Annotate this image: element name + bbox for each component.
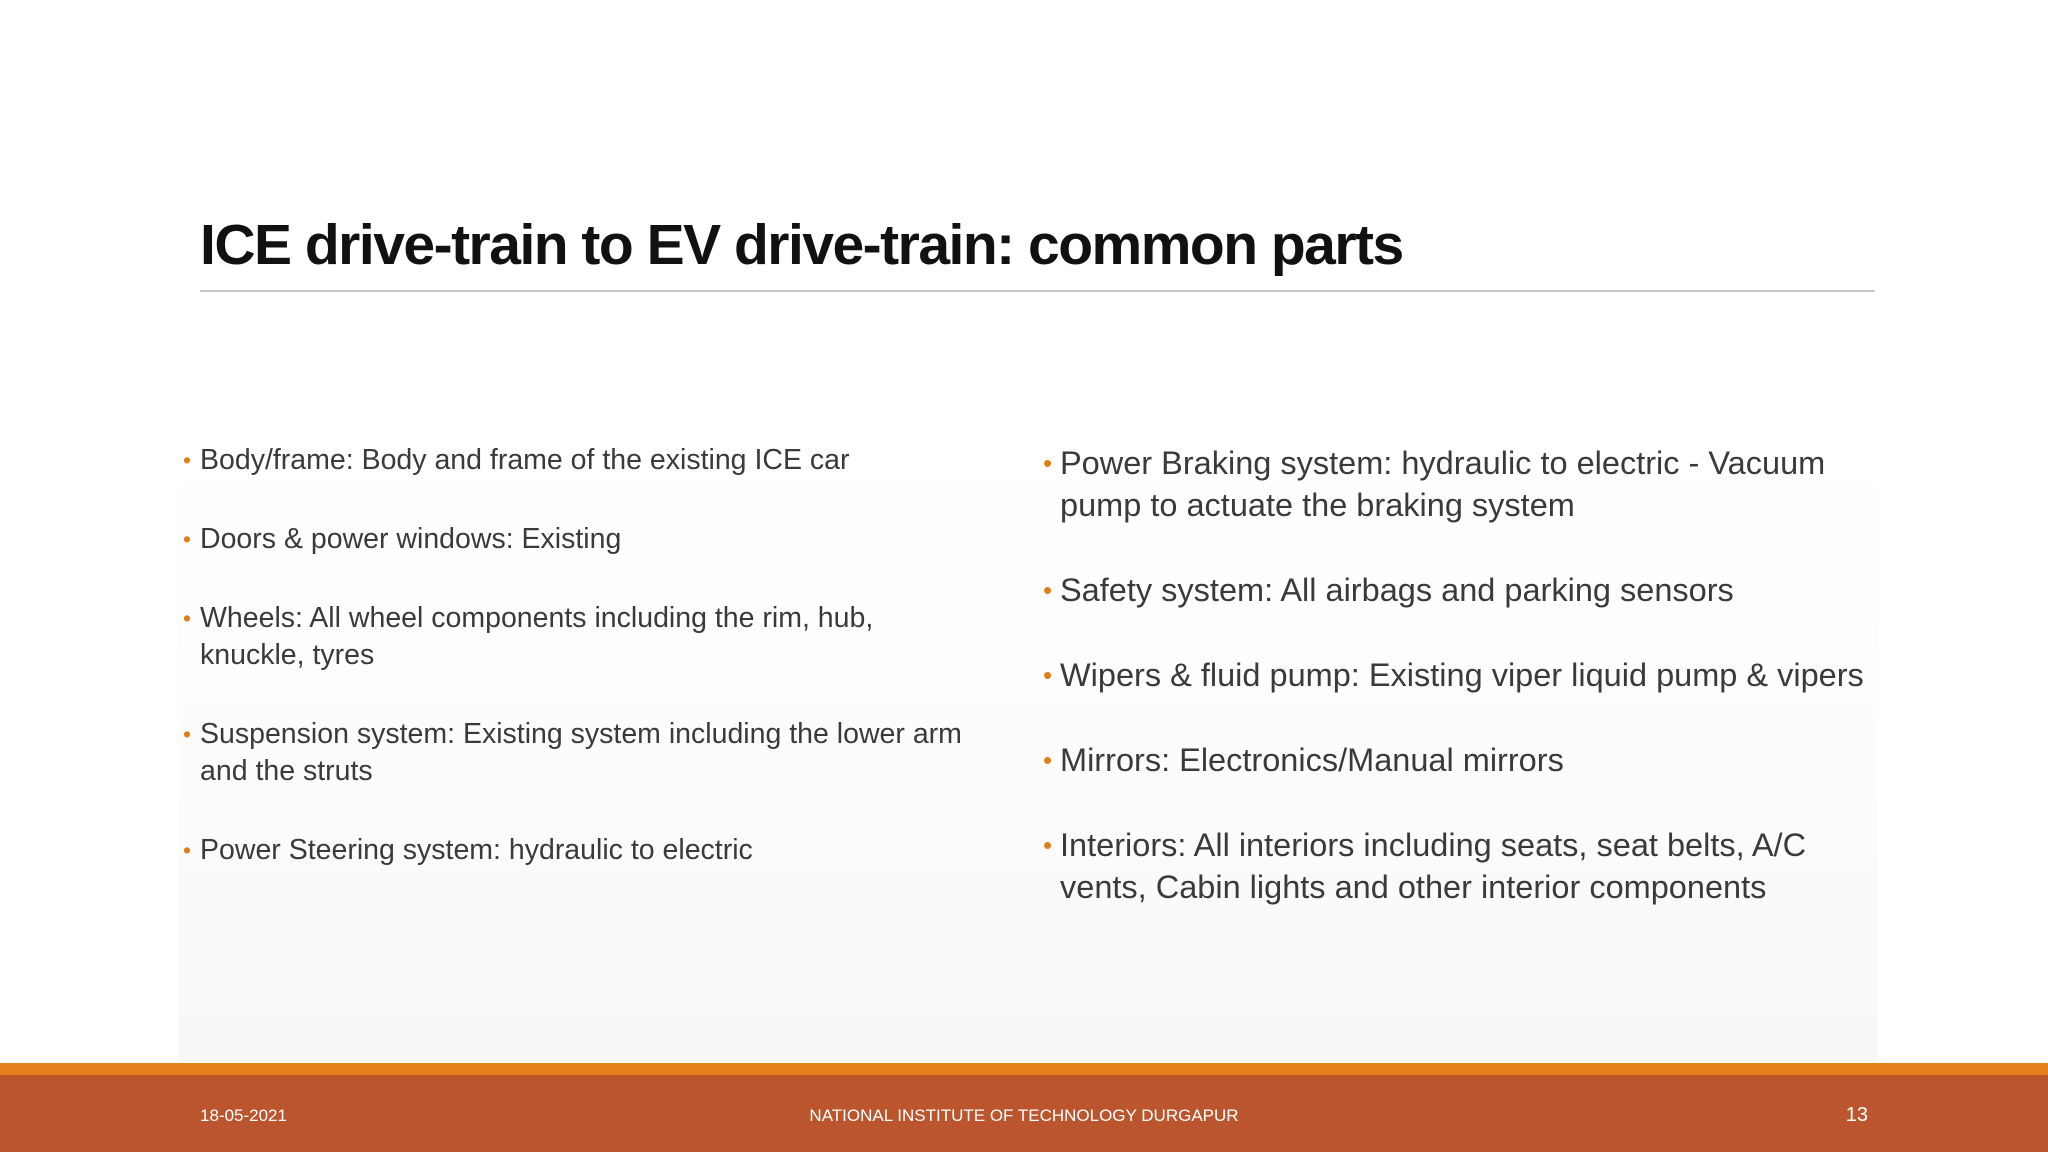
bullet-icon: • <box>1043 830 1053 860</box>
footer-accent-stripe <box>0 1063 2048 1075</box>
list-item-text: Power Braking system: hydraulic to electric - Vacuum pump to actuate the braking system <box>1060 445 1826 523</box>
list-item <box>183 600 983 674</box>
list-item-text: Wipers & fluid pump: Existing viper liquid pump & vipers <box>1060 657 1864 693</box>
bullet-icon: • <box>183 605 191 631</box>
bullet-icon: • <box>1043 660 1053 690</box>
right-bullet-list <box>1043 442 1883 951</box>
title-underline <box>200 290 1875 292</box>
bullet-icon: • <box>183 721 191 747</box>
list-item-text: Suspension system: Existing system including the lower arm and the struts <box>200 718 962 787</box>
list-item-text: Mirrors: Electronics/Manual mirrors <box>1060 742 1564 778</box>
list-item-text: Power Steering system: hydraulic to electric <box>200 834 753 866</box>
list-item <box>1043 824 1883 908</box>
list-item <box>1043 739 1883 781</box>
list-item <box>183 716 983 790</box>
bullet-icon: • <box>183 526 191 552</box>
left-bullet-list <box>183 442 983 911</box>
list-item <box>183 832 983 869</box>
list-item-text: Body/frame: Body and frame of the existing ICE car <box>200 444 850 476</box>
list-item-text: Interiors: All interiors including seats, seat belts, A/C vents, Cabin lights and other interior components <box>1060 827 1807 905</box>
list-item <box>1043 654 1883 696</box>
slide-title: ICE drive-train to EV drive-train: common parts <box>200 213 1403 277</box>
footer-organization: NATIONAL INSTITUTE OF TECHNOLOGY DURGAPUR <box>809 1106 1239 1125</box>
list-item <box>183 442 983 479</box>
bullet-icon: • <box>1043 575 1053 605</box>
list-item <box>183 521 983 558</box>
slide-number: 13 <box>1845 1104 1868 1126</box>
list-item-text: Doors & power windows: Existing <box>200 523 622 555</box>
bullet-icon: • <box>183 447 191 473</box>
bullet-icon: • <box>183 837 191 863</box>
list-item-text: Safety system: All airbags and parking sensors <box>1060 572 1734 608</box>
bullet-icon: • <box>1043 745 1053 775</box>
list-item <box>1043 569 1883 611</box>
list-item <box>1043 442 1883 526</box>
bullet-icon: • <box>1043 448 1053 478</box>
footer-date: 18-05-2021 <box>200 1106 287 1125</box>
list-item-text: Wheels: All wheel components including the rim, hub, knuckle, tyres <box>200 602 874 671</box>
